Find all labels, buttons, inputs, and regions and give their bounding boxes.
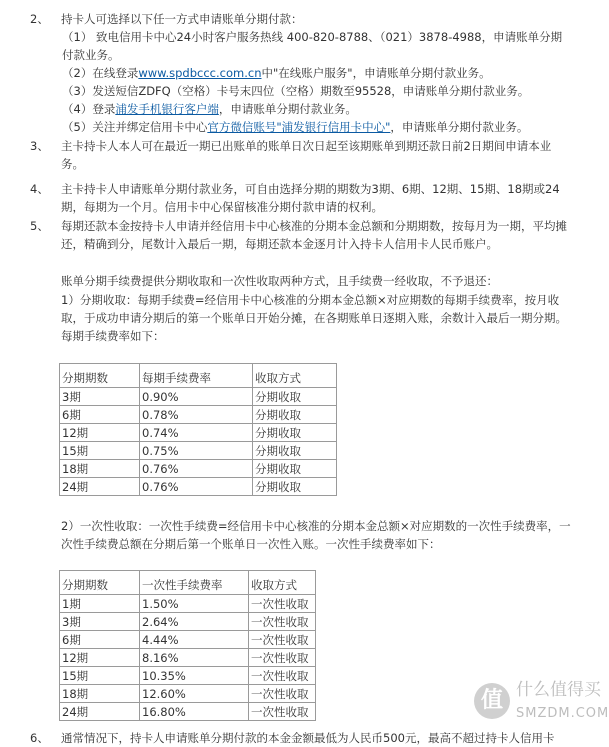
table-row: 6期 0.78% 分期收取 — [60, 406, 337, 424]
table-row: 1期 1.50% 一次性收取 — [60, 595, 316, 613]
one-time-fee-desc: 2）一次性收取：一次性手续费=经信用卡中心核准的分期本金总额×对应期数的一次性手续费率，一次性手续费总额在分期后第一个账单日一次性入账。一次性手续费率如下： — [61, 519, 571, 551]
item-number: 5、 — [30, 219, 49, 233]
mobile-app-link[interactable]: 浦发手机银行客户端 — [115, 102, 219, 116]
item-number: 6、 — [30, 731, 49, 745]
col-header-method: 收取方式 — [249, 571, 316, 595]
table-row: 24期 0.76% 分期收取 — [60, 478, 337, 496]
table-row: 15期 0.75% 分期收取 — [60, 442, 337, 460]
smzdm-logo-icon: 值 — [474, 683, 510, 719]
installment-fee-table — [59, 363, 337, 496]
watermark-title: 什么值得买 — [516, 680, 601, 700]
table-row: 6期 4.44% 一次性收取 — [60, 631, 316, 649]
table-row: 3期 0.90% 分期收取 — [60, 388, 337, 406]
method-2: （2）在线登录www.spdbccc.com.cn中"在线账户服务"，申请账单分期付款业务。 — [62, 66, 491, 80]
table-row: 3期 2.64% 一次性收取 — [60, 613, 316, 631]
col-header-method: 收取方式 — [253, 364, 337, 388]
item-number: 3、 — [30, 139, 49, 153]
installment-fee-desc: 1）分期收取：每期手续费=经信用卡中心核准的分期本金总额×对应期数的每期手续费率，按月收取，于成功申请分期后的第一个账单日开始分摊，在各期账单日逐期入账，余数计入最后一期分期。每期手续费率如下： — [61, 293, 567, 343]
table-row: 12期 8.16% 一次性收取 — [60, 649, 316, 667]
col-header-periods: 分期期数 — [60, 364, 140, 388]
item-text: 主卡持卡人申请账单分期付款业务，可自由选择分期的期数为3期、6期、12期、15期、18期或24期，每期为一个月。信用卡中心保留核准分期付款申请的权利。 — [61, 182, 560, 214]
one-time-fee-table — [59, 570, 316, 721]
wechat-link[interactable]: 官方微信账号"浦发银行信用卡中心" — [207, 120, 391, 134]
method-3: （3）发送短信ZDFQ（空格）卡号末四位（空格）期数至95528，申请账单分期付款业务。 — [62, 84, 530, 98]
item-number: 4、 — [30, 182, 49, 196]
method-5: （5）关注并绑定信用卡中心官方微信账号"浦发银行信用卡中心"，申请账单分期付款业务。 — [62, 120, 529, 134]
item-number: 2、 — [30, 12, 49, 26]
table-header-row — [60, 571, 316, 595]
col-header-rate: 每期手续费率 — [140, 364, 253, 388]
website-link[interactable]: www.spdbccc.com.cn — [138, 66, 262, 80]
table-row: 15期 10.35% 一次性收取 — [60, 667, 316, 685]
method-1: （1） 致电信用卡中心24小时客户服务热线 400-820-8788、（021）3878-4988，申请账单分期付款业务。 — [62, 30, 563, 62]
item-text: 主卡持卡人本人可在最近一期已出账单的账单日次日起至该期账单到期还款日前2日期间申请本业务。 — [61, 139, 552, 171]
item-6-partial — [0, 729, 600, 745]
col-header-periods: 分期期数 — [60, 571, 140, 595]
watermark — [474, 679, 609, 727]
method-4: （4）登录浦发手机银行客户端，申请账单分期付款业务。 — [62, 102, 357, 116]
fees-intro: 账单分期手续费提供分期收取和一次性收取两种方式，且手续费一经收取，不予退还： — [61, 274, 498, 288]
table-row: 18期 12.60% 一次性收取 — [60, 685, 316, 703]
table-row: 12期 0.74% 分期收取 — [60, 424, 337, 442]
watermark-domain: SMZDM.COM — [516, 706, 609, 721]
item-text: 持卡人可选择以下任一方式申请账单分期付款： — [61, 12, 303, 26]
col-header-rate: 一次性手续费率 — [140, 571, 249, 595]
item-text: 每期还款本金按持卡人申请并经信用卡中心核准的分期本金总额和分期期数，按每月为一期，平均摊还，精确到分，尾数计入最后一期，每期还款本金逐月计入持卡人信用卡人民币账户。 — [61, 219, 567, 251]
table-row: 24期 16.80% 一次性收取 — [60, 703, 316, 721]
table-header-row — [60, 364, 337, 388]
table-row: 18期 0.76% 分期收取 — [60, 460, 337, 478]
item-text: 通常情况下，持卡人申请账单分期付款的本金金额最低为人民币500元，最高不超过持卡人信用卡 — [61, 731, 555, 745]
